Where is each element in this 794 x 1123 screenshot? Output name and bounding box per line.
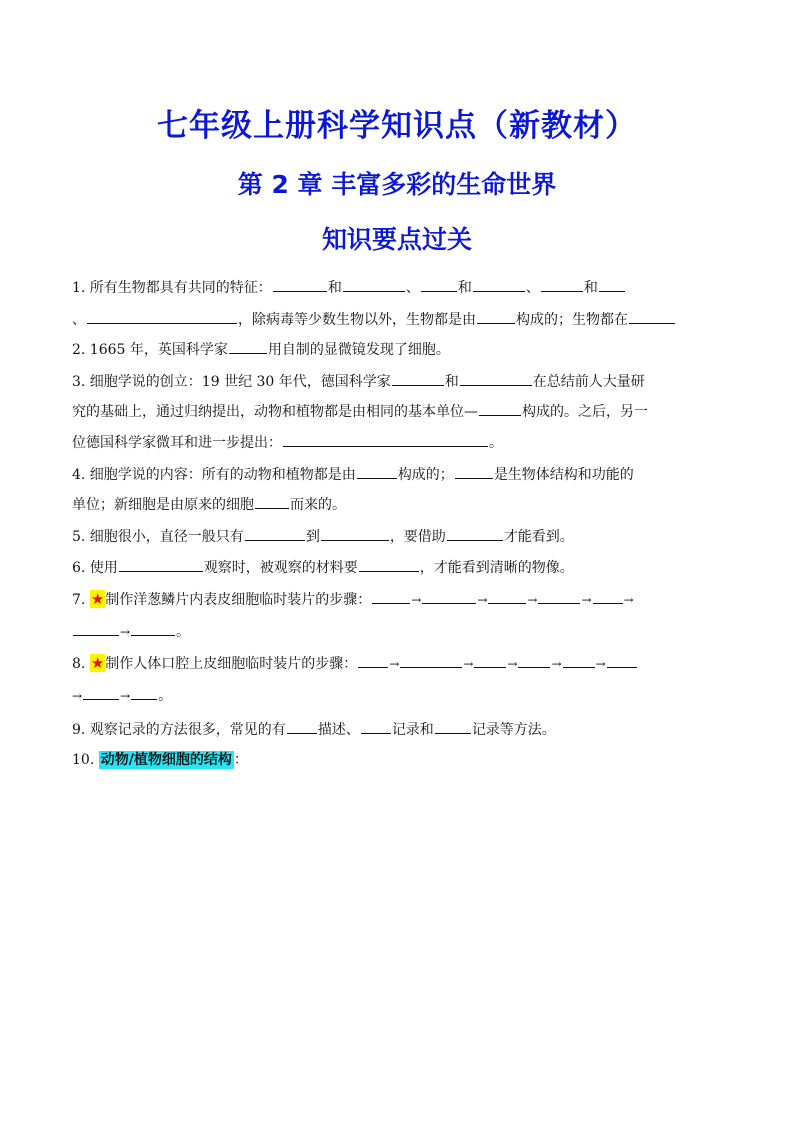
q8-number: 8. [72,656,86,672]
q6-text: 观察时，被观察的材料要 [203,560,358,576]
question-1-line-2 [72,308,722,330]
q6-text: 6. 使用 [72,560,118,576]
question-6 [72,556,722,578]
arrow-icon: → [411,593,422,607]
blank[interactable] [358,652,388,668]
q1-text: 和 [583,280,598,296]
question-4-line-1 [72,463,722,485]
arrow-icon: → [527,593,538,607]
q4-text: 而来的。 [290,497,346,513]
blank[interactable] [593,588,623,604]
blank[interactable] [343,276,405,292]
q4-text: 构成的； [397,467,454,483]
blank[interactable] [372,588,410,604]
q3-text: 构成的。之后，另一 [522,404,648,420]
question-8-line-1 [72,652,722,674]
q8-text: 。 [158,688,173,704]
blank[interactable] [229,338,267,354]
question-3-line-3 [72,431,722,453]
blank[interactable] [538,588,580,604]
blank[interactable] [321,525,389,541]
blank[interactable] [73,620,119,636]
blank[interactable] [599,276,625,292]
question-1-line-1 [72,276,722,298]
question-7-line-2 [72,620,722,642]
question-9 [72,718,722,740]
star-icon: ★ [90,590,105,608]
question-10 [72,750,722,770]
q3-text: 和 [444,374,459,390]
q9-text: 记录等方法。 [471,722,556,738]
blank[interactable] [359,556,419,572]
blank[interactable] [119,556,203,572]
blank[interactable] [421,276,457,292]
question-2 [72,338,722,360]
blank[interactable] [473,276,525,292]
q5-text: 到 [305,529,320,545]
blank[interactable] [287,718,317,734]
q10-colon: ： [233,752,248,768]
blank[interactable] [255,493,289,509]
q2-text: 2. 1665 年，英国科学家 [72,342,228,358]
q9-text: 描述、 [317,722,360,738]
arrow-icon: → [477,593,488,607]
blank[interactable] [245,525,305,541]
blank[interactable] [447,525,503,541]
q3-text: 在总结前人大量研 [532,374,645,390]
q3-text: 究的基础上，通过归纳提出，动物和植物都是由相同的基本单位— [72,404,478,420]
blank[interactable] [422,588,476,604]
blank[interactable] [477,308,515,324]
q1-text: ，除病毒等少数生物以外，生物都是由 [238,312,476,328]
q1-text: 1. 所有生物都具有共同的特征： [72,280,272,296]
blank[interactable] [131,620,175,636]
main-title: 七年级上册科学知识点（新教材） [157,108,637,144]
blank[interactable] [479,400,521,416]
q3-text: 位德国科学家微耳和进一步提出： [72,435,282,451]
question-8-line-2 [72,684,722,706]
q1-text: 构成的；生物都在 [516,312,628,328]
blank[interactable] [273,276,327,292]
arrow-icon: → [623,593,634,607]
q7-text: 制作洋葱鳞片内表皮细胞临时装片的步骤： [105,592,372,608]
q5-text: ，要借助 [389,529,446,545]
highlighted-heading [99,751,234,769]
blank[interactable] [607,652,637,668]
arrow-icon: → [595,657,606,671]
q8-text: 制作人体口腔上皮细胞临时装片的步骤： [105,656,358,672]
blank[interactable] [131,684,157,700]
q10-text: 动物/植物细胞的结构 [100,752,232,768]
arrow-icon: → [551,657,562,671]
section-title: 知识要点过关 [321,225,472,254]
blank[interactable] [435,718,471,734]
blank[interactable] [563,652,595,668]
q4-text: 4. 细胞学说的内容：所有的动物和植物都是由 [72,467,356,483]
q3-text: 。 [489,435,503,451]
q1-text: 和 [457,280,472,296]
blank[interactable] [392,370,444,386]
q7-number: 7. [72,592,86,608]
q4-text: 单位；新细胞是由原来的细胞 [72,497,254,513]
blank[interactable] [518,652,550,668]
q9-text: 9. 观察记录的方法很多，常见的有 [72,722,286,738]
arrow-icon: → [463,657,474,671]
q4-text: 是生物体结构和功能的 [493,467,634,483]
q10-number: 10. [72,752,95,768]
q9-text: 记录和 [391,722,434,738]
question-3-line-1 [72,370,722,392]
question-4-line-2 [72,493,722,515]
blank[interactable] [488,588,526,604]
blank[interactable] [541,276,583,292]
blank[interactable] [455,463,493,479]
q6-text: ，才能看到清晰的物像。 [419,560,574,576]
q5-text: 5. 细胞很小，直径一般只有 [72,529,244,545]
blank[interactable] [474,652,506,668]
q1-text: 、 [525,280,540,296]
q7-text: 。 [176,624,191,640]
blank[interactable] [460,370,532,386]
q2-text: 用自制的显微镜发现了细胞。 [267,342,450,358]
q5-text: 才能看到。 [503,529,574,545]
arrow-icon: → [507,657,518,671]
arrow-icon: → [72,689,83,703]
chapter-title: 第 2 章 丰富多彩的生命世界 [237,170,557,199]
blank[interactable] [629,308,675,324]
question-7-line-1 [72,588,722,610]
blank[interactable] [400,652,462,668]
question-3-line-2 [72,400,722,422]
blank[interactable] [283,431,488,447]
q1-text: 、 [405,280,420,296]
star-icon: ★ [90,654,105,672]
question-5 [72,525,722,547]
blank[interactable] [87,308,237,324]
blank[interactable] [357,463,397,479]
q3-text: 3. 细胞学说的创立：19 世纪 30 年代，德国科学家 [72,374,391,390]
arrow-icon: → [120,625,131,639]
blank[interactable] [83,684,119,700]
arrow-icon: → [120,689,131,703]
q1-text: 、 [72,312,86,328]
arrow-icon: → [389,657,400,671]
blank[interactable] [361,718,391,734]
q1-text: 和 [327,280,342,296]
arrow-icon: → [581,593,592,607]
